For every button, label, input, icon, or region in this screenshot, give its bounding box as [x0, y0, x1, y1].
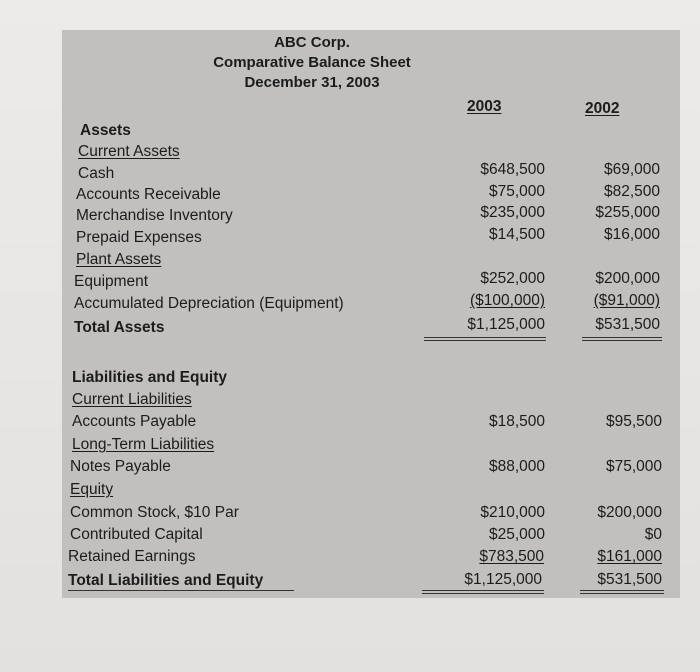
double-rule: [582, 340, 662, 341]
plant-assets-heading: Plant Assets: [76, 251, 162, 268]
value-2003: $783,500: [479, 548, 544, 565]
long-term-liabilities-heading: Long-Term Liabilities: [72, 436, 215, 453]
row-label: Contributed Capital: [70, 526, 203, 543]
value-2002: $161,000: [597, 548, 662, 565]
current-liabilities-heading: Current Liabilities: [72, 391, 192, 408]
value-2003: $75,000: [488, 183, 545, 200]
value-2003: $14,500: [488, 226, 545, 243]
value-2002: $82,500: [603, 183, 660, 200]
row-label: Prepaid Expenses: [76, 229, 202, 246]
balance-sheet: [62, 30, 680, 598]
row-label: Common Stock, $10 Par: [70, 504, 239, 521]
double-rule: [424, 340, 546, 341]
company-name: ABC Corp.: [274, 34, 350, 51]
value-2003: $235,000: [480, 204, 545, 221]
value-2002: $69,000: [603, 161, 660, 178]
assets-heading: Assets: [80, 122, 131, 139]
total-liabilities-label: Total Liabilities and Equity: [68, 572, 264, 589]
value-2003: $252,000: [480, 270, 545, 287]
double-rule: [580, 590, 664, 591]
value-2003: $18,500: [488, 413, 545, 430]
total-assets-2003: $1,125,000: [467, 316, 545, 333]
row-label: Merchandise Inventory: [76, 207, 233, 224]
row-label: Cash: [78, 165, 115, 182]
value-2003: $648,500: [480, 161, 545, 178]
total-assets-2002: $531,500: [595, 316, 660, 333]
row-label: Equipment: [74, 273, 149, 290]
row-label: Notes Payable: [70, 458, 171, 475]
value-2002: ($91,000): [593, 292, 660, 309]
value-2002: $200,000: [595, 270, 660, 287]
single-rule: [68, 590, 294, 591]
double-rule: [422, 590, 544, 591]
total-liabilities-2003: $1,125,000: [464, 571, 542, 588]
value-2003: $25,000: [488, 526, 545, 543]
row-label: Accounts Receivable: [76, 186, 221, 203]
double-rule: [424, 337, 546, 338]
value-2002: $200,000: [597, 504, 662, 521]
sheet-title: Comparative Balance Sheet: [213, 54, 411, 71]
row-label: Retained Earnings: [68, 548, 196, 565]
column-header-2002: 2002: [585, 100, 620, 117]
double-rule: [580, 593, 664, 594]
column-header-2003: 2003: [467, 98, 502, 115]
value-2003: $210,000: [480, 504, 545, 521]
value-2002: $0: [644, 526, 662, 543]
sheet-date: December 31, 2003: [244, 74, 380, 91]
value-2002: $16,000: [603, 226, 660, 243]
value-2002: $75,000: [605, 458, 662, 475]
value-2002: $255,000: [595, 204, 660, 221]
double-rule: [582, 337, 662, 338]
value-2003: $88,000: [488, 458, 545, 475]
value-2002: $95,500: [605, 413, 662, 430]
liabilities-heading: Liabilities and Equity: [72, 369, 228, 386]
total-liabilities-2002: $531,500: [597, 571, 662, 588]
double-rule: [422, 593, 544, 594]
equity-heading: Equity: [70, 481, 114, 498]
current-assets-heading: Current Assets: [78, 143, 180, 160]
row-label: Accounts Payable: [72, 413, 197, 430]
value-2003: ($100,000): [470, 292, 545, 309]
row-label: Accumulated Depreciation (Equipment): [74, 295, 344, 312]
total-assets-label: Total Assets: [74, 319, 165, 336]
